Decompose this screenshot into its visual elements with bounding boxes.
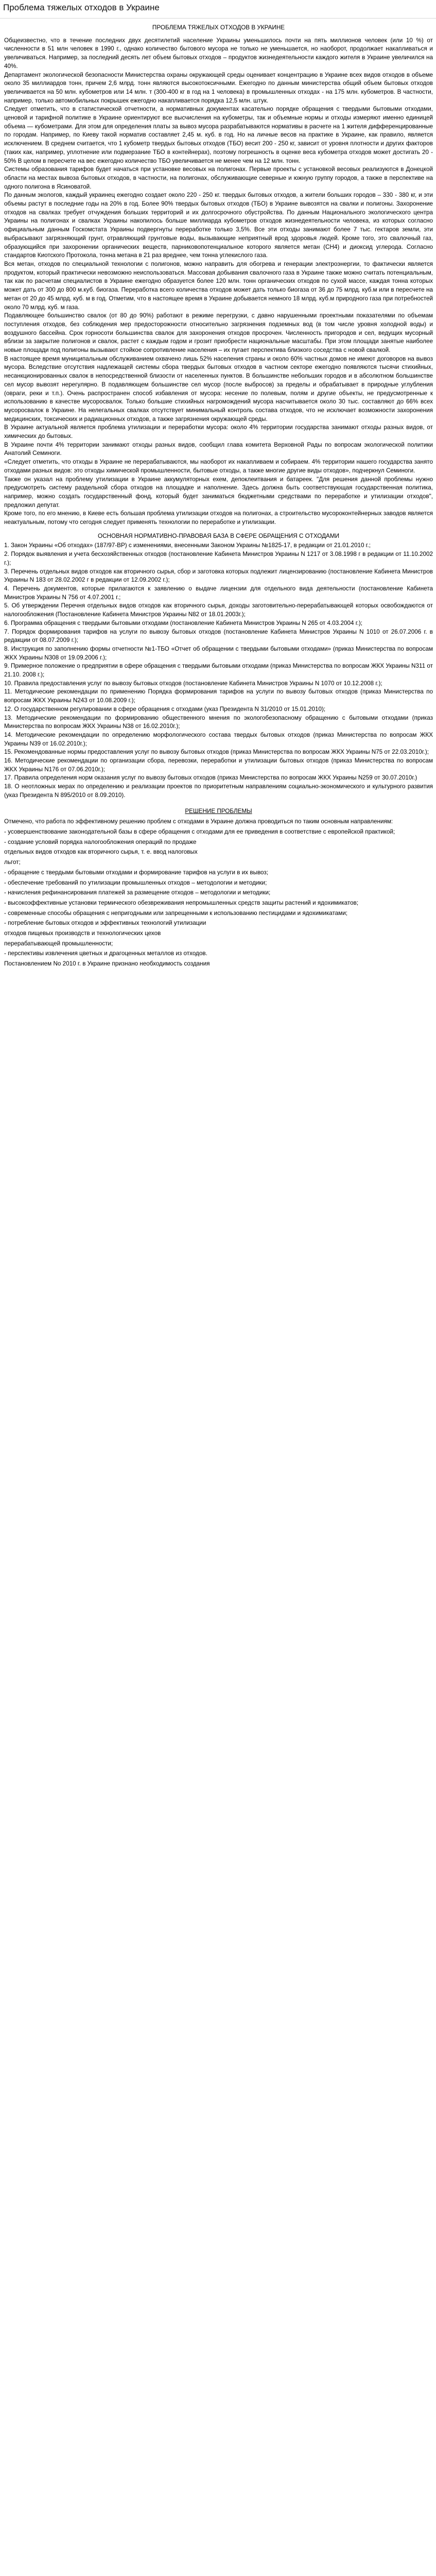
article-paragraph: Кроме того, по его мнению, в Киеве есть большая проблема утилизации отходов на полигонах, а строительство мусороконтейнерных заводов является неактуальным, потому что сегодня следует применять технологии по переработке и утилизации. bbox=[4, 510, 433, 526]
solution-item: льгот; bbox=[4, 859, 21, 866]
solution-item: перерабатывающей промышленности; bbox=[4, 940, 113, 947]
solution-item: - обеспечение требований по утилизации промышленных отходов – методологии и методики; bbox=[4, 879, 267, 886]
article-paragraph: Вся метан, отходов по специальной технологии с полигонов, можно направить для обогрева и генерации электроэнергии, то фактически является продуктом, который практически невозможно неиспользоваться. Массовая добывания свалочного газа в Украине также можно считать потенциальным, так как по расчетам специалистов в Украине ежегодно образуется более 120 млн. тонн органических отходов по сухой массе, каждая тонна которых может дать от 300 до 800 м.куб. биогаза. Переработка всего количества отходов может дать только биогаза от 36 до 75 млрд. куб.м или в пересчете на метан от 20 до 45 млрд. куб. м в год. Отметим, что в настоящее время в Украине добывается немного 18 млрд. куб.м природного газа при потребностей около 70 млрд. куб. м газа. bbox=[4, 260, 433, 311]
regulation-item: 3. Перечень отдельных видов отходов как вторичного сырья, сбор и заготовка которых подлежит лицензированию (постановление Кабинета Министров Украины N 183 от 28.02.2002 г в редакции от 12.09.2002 г.); bbox=[4, 568, 433, 584]
regulation-item: 16. Методические рекомендации по организации сбора, перевозки, переработки и утилизации бытовых отходов (приказ Министерства по вопросам ЖКХ Украины N176 от 07.06.2010г.); bbox=[4, 757, 433, 773]
regulation-item: 7. Порядок формирования тарифов на услуги по вывозу бытовых отходов (постановление Кабинета Министров Украины N 1010 от 26.07.2006 г. в редакции от 08.07.2009 г.); bbox=[4, 628, 433, 644]
solution-item: - обращение с твердыми бытовыми отходами и формирование тарифов на услуги в их вывоз; bbox=[4, 869, 269, 876]
regulation-item: 9. Примерное положение о предприятии в сфере обращения с твердыми бытовыми отходами (приказ Министерства по вопросам ЖКХ Украины N311 от 21.10. 2008 г.); bbox=[4, 663, 433, 679]
solutions-heading: РЕШЕНИЕ ПРОБЛЕМЫ bbox=[185, 807, 252, 815]
solution-item: отходов пищевых производств и технологических цехов bbox=[4, 930, 161, 937]
regulations-heading: ОСНОВНАЯ НОРМАТИВНО-ПРАВОВАЯ БАЗА В СФЕРЕ ОБРАЩЕНИЯ С ОТХОДАМИ bbox=[98, 532, 339, 539]
article-heading: ПРОБЛЕМА ТЯЖЕЛЫХ ОТХОДОВ В УКРАИНЕ bbox=[152, 24, 285, 31]
solution-item: Отмечено, что работа по эффективному решению проблем с отходами в Украине должна проводиться по таким основным направлениям: bbox=[4, 818, 393, 825]
regulation-item: 6. Программа обращения с твердыми бытовыми отходами (постановление Кабинета Министров Украины N 265 от 4.03.2004 г.); bbox=[4, 619, 362, 626]
regulation-item: 11. Методические рекомендации по применению Порядка формирования тарифов на услуги по вывозу бытовых отходов (приказ Министерства по вопросам ЖКХ Украины N243 от 10.08.2009 г.); bbox=[4, 688, 433, 704]
solutions-list bbox=[4, 818, 433, 969]
regulation-item: 13. Методические рекомендации по формированию общественного мнения по экологобезопасному обращению с бытовыми отходами (приказ Министерства по вопросам ЖКХ Украины N38 от 16.02.2010г.); bbox=[4, 714, 433, 730]
regulation-item: 15. Рекомендованные нормы предоставления услуг по вывозу бытовых отходов (приказ Министерства по вопросам ЖКХ Украины N75 от 22.03.2010г.); bbox=[4, 749, 429, 756]
article-paragraph: Департамент экологической безопасности Министерства охраны окружающей среды оценивает концентрацию в Украине всех видов отходов в объеме около 35 миллиардов тонн, причем 2,6 млрд. тонн являются высокотоксичными. Ежегодно по данным министерства общий объем бытовых отходов увеличивается на 50 млн. кубометров или 14 млн. т (300-400 кг в год на 1 человека) в промышленных отходах - на 175 млн. кубометров. В частности, например, только автомобильных покрышек ежегодно накапливается порядка 12,5 млн. штук. bbox=[4, 71, 433, 104]
article-paragraph: Следует отметить, что в статистической отчетности, а нормативных документах касательно порядке обращения с твердыми бытовыми отходами, ценовой и тарифной политике в Украине ориентируют все высчисления на кубометры, так и объемные нормы и отходы измеряют именно единицей объема — кубометрами. Для этом для определения платы за вывоз мусора разрабатываются нормативы в расчете на 1 жителя дифференцированные по городам. Например, по Киеву такой норматив составляет 2,45 м. куб. в год. Но на личные весов на практике в Украине, как правило, является исключением. В среднем считается, что 1 кубометр твердых бытовых отходов (ТБО) весит 200 - 250 кг, зависит от уровня плотности и других факторов (таких как, например, уплотнение или подмерзание ТБО в контейнерах), поэтому погрешность в оценке веса кубометра отходов может достигать 20 - 50% В целом в пересчете на вес ежегодно количество ТБО увеличивается не менее чем на 12 млн. тонн. bbox=[4, 106, 433, 164]
regulation-item: 8. Инструкция по заполнению формы отчетности №1-ТБО «Отчет об обращении с твердыми бытовыми отходами» (приказ Министерства по вопросам ЖКХ Украины N308 от 19.09.2006 г.); bbox=[4, 645, 433, 661]
solution-item: - создание условий порядка налогообложения операций по продаже bbox=[4, 838, 197, 845]
regulations-list bbox=[4, 541, 433, 800]
regulation-item: 1. Закон Украины «Об отходах» (187/97-ВР) с изменениями, внесенными Законом Украины №1825-17, в редакции от 21.01.2010 г.; bbox=[4, 542, 371, 549]
page-title: Проблема тяжелых отходов в Украине bbox=[3, 3, 160, 12]
regulation-item: 12. О государственном регулировании в сфере обращения с отходами (указ Президента N 31/2010 от 15.01.2010); bbox=[4, 705, 326, 713]
regulation-item: 17. Правила определения норм оказания услуг по вывозу бытовых отходов (приказ Министерства по вопросам ЖКХ Украины N259 от 30.07.2010г.) bbox=[4, 774, 417, 782]
article-paragraphs bbox=[4, 37, 433, 527]
page-header bbox=[0, 0, 436, 19]
article-paragraph: Подавляющее большинство свалок (от 80 до 90%) работают в режиме перегрузки, с давно нарушенными проектными показателями по объемам поступления отходов, без соблюдения мер предосторожности относительно загрязнения подземных вод (в том числе уровня холодной воды) и воздушного бассейна. Срок горносоти большинства свалок для захоронения отходов просрочен. Численность пригородов и сел, ведущих мусорный вблизи за закрытие полигонов и свалок, растет с каждым годом и грозит приобрести национальные масштабы. При этом площади занятые наиболее новые площади под полигоны вызывают стойкое сопротивление населения – их пугает перспектива близкого соседства с новой свалкой. bbox=[4, 312, 433, 354]
article-paragraph: Системы образования тарифов будет начаться при установке весовых на полигонах. Первые проекты с установкой весовых реализуются в Донецкой области на местах вывоза бытовых отходов, в частности, на полигонах, обслуживающие северные и южную группу городов, а также в перспективе на одного полигона в Ясиноватой. bbox=[4, 166, 433, 190]
regulation-item: 4. Перечень документов, которые прилагаются к заявлению о выдаче лицензии для отдельного вида деятельности (постановление Кабинета Министров Украины N 756 от 4.07.2001 г.; bbox=[4, 585, 433, 601]
article-paragraph: Также он указал на проблему утилизации в Украине аккумуляторных ехем, депоклеитвания и батареек. "Для решения данной проблемы нужно предусмотреть систему раздельной сбора отходов на площадке и наполнение. Здесь должна быть соответствующая государственная политика, например, можно создать государственный фонд, который будет заниматься бюджетными средствами по переработке и утилизации отходов", предложил депутат. bbox=[4, 476, 433, 509]
article-paragraph: В Украине почти 4% территории занимают отходы разных видов, сообщил глава комитета Верховной Рады по вопросам экологической политики Анатолий Семиноги. bbox=[4, 441, 433, 457]
article-paragraph: Общеизвестно, что в течение последних двух десятилетий население Украины уменьшилось почти на пять миллионов человек (или 10 %) от численности в 51 млн человек в 1990 г., однако количество бытового мусора не только не уменьшается, но наоборот, продолжает накапливаться и увеличиваться. Например, за последний десять лет объем бытовых отходов – продуктов жизнедеятельности каждого жителя в Украине увеличился на 40%. bbox=[4, 37, 433, 70]
article-body bbox=[4, 24, 433, 969]
solution-item: - начисления рефинансирования платежей за размещение отходов – методологии и методики; bbox=[4, 889, 271, 896]
article-paragraph: «Следует отметить, что отходы в Украине не перерабатываются, мы наоборот их накапливаем и собираем. 4% территории нашего государства занято отходами разных видов: это отходы химической промышленности, бытовые отходы, а также многие другие виды отходов», подчеркнул Семиноги. bbox=[4, 459, 433, 474]
regulation-item: 5. Об утверждении Перечня отдельных видов отходов как вторичного сырья, доходы заготовительно-перерабатывающей которых освобождаются от налогообложения (Постановление Кабинета Министров Украины N82 от 18.01.2003г.); bbox=[4, 602, 433, 618]
regulation-item: 10. Правила предоставления услуг по вывозу бытовых отходов (постановление Кабинета Министров Украины N 1070 от 10.12.2008 г.); bbox=[4, 680, 382, 687]
regulation-item: 18. О неотложных мерах по определению и реализации проектов по приоритетным направлениям социально-экономического и культурного развития (указ Президента N 895/2010 от 8.09.2010). bbox=[4, 783, 433, 799]
solution-item: - потребление бытовых отходов и эффективных технологий утилизации bbox=[4, 920, 206, 927]
article-paragraph: В Украине актуальной является проблема утилизации и переработки мусора: около 4% территории государства занимают отходы разных видов, от химических до бытовых. bbox=[4, 424, 433, 440]
solution-item: отдельных видов отходов как вторичного сырья, т. е. ввод налоговых bbox=[4, 849, 198, 856]
article-paragraph: По данным экологов, каждый украинец ежегодно создает около 220 - 250 кг. твердых бытовых отходов, а жители больших городов – 330 - 380 кг, и эти объемы растут в последние годы на 20% в год. Более 90% твердых бытовых отходов (ТБО) в Украине вывозятся на свалки и полигоны. Захоронение отходов на свалках требует отчуждения больших территорий и их долгосрочного обустройства. По данным Национального экологического центра Украины на полигонах и свалках Украины накопилось больше миллиарда кубометров отходов жизнедеятельности человека, из которых согласно официальным данным Госкомстата Украины подвергнуты переработке только 3,5%. Все эти отходы занимают более 7 тыс. гектаров земли, эти выбрасывают загрязняющий грунт, отравляющий грунтовые воды, вызывающие неприятный врод здоровья людей. Кроме того, это свалочный газ, образующийся при захоронении органических веществ, парниковопотенциальное которого является метан (СН4) и диоксид углерода. Согласно стандартов Киотского Протокола, тонна метана в 21 раз вреднее, чем тонна углекислого газа. bbox=[4, 192, 433, 259]
regulation-item: 2. Порядок выявления и учета бесхозяйственных отходов (постановление Кабинета Министров Украины N 1217 от 3.08.1998 г в редакции от 11.10.2002 г.); bbox=[4, 551, 433, 566]
solution-item: Постановлением No 2010 г. в Украине признано необходимость создания bbox=[4, 960, 210, 968]
regulation-item: 14. Методические рекомендации по определению морфологического состава твердых бытовых отходов (приказ Министерства по вопросам ЖКХ Украины N39 от 16.02.2010г.); bbox=[4, 731, 433, 747]
solution-item: - усовершенствование законодательной базы в сфере обращения с отходами для ее приведения в соответствие с европейской практикой; bbox=[4, 828, 395, 835]
article-paragraph: В настоящее время муниципальным обслуживанием охвачено лишь 52% населения страны и около 60% частных домов не имеют договоров на вывоз мусора. Вследствие отсутствия надлежащей системы сбора твердых бытовых отходов в частном секторе ежегодно появляются тысячи стихийных, несанкционированных свалок в непосредственной близости от населенных пунктов. В большинстве небольших городов и в абсолютном большинстве сел мусор вывозят нерегулярно. В подавляющем большинстве сел мусор (после выбросов) за пределы и обрабатывает в природные углубления (овраги, реки и т.п.). Очень распространен способ избавления от мусора: несение по полевым, полям и другие объекты, не предусмотренные к использованию в качестве мусоросвалок. Только большие стихийных нагромождений мусора насчитывается около 30 тыс. составляют до 66% всех мусоросвалок в Украине. На нелегальных свалках отсутствует минимальный контроль состава отходов, что не исключает возможности захоронения медицинских, токсических и радиационных отходов, а также загрязнения окружающей среды. bbox=[4, 355, 433, 422]
solution-item: - современные способы обращения с непригодными или запрещенными к использованию пестицидами и ядохимикатами; bbox=[4, 909, 347, 917]
solution-item: - высокоэффективные установки термического обезвреживания непромышленных средств защиты растений и ядохимикатов; bbox=[4, 899, 359, 906]
solution-item: - перспективы извлечения цветных и драгоценных металлов из отходов. bbox=[4, 950, 207, 957]
